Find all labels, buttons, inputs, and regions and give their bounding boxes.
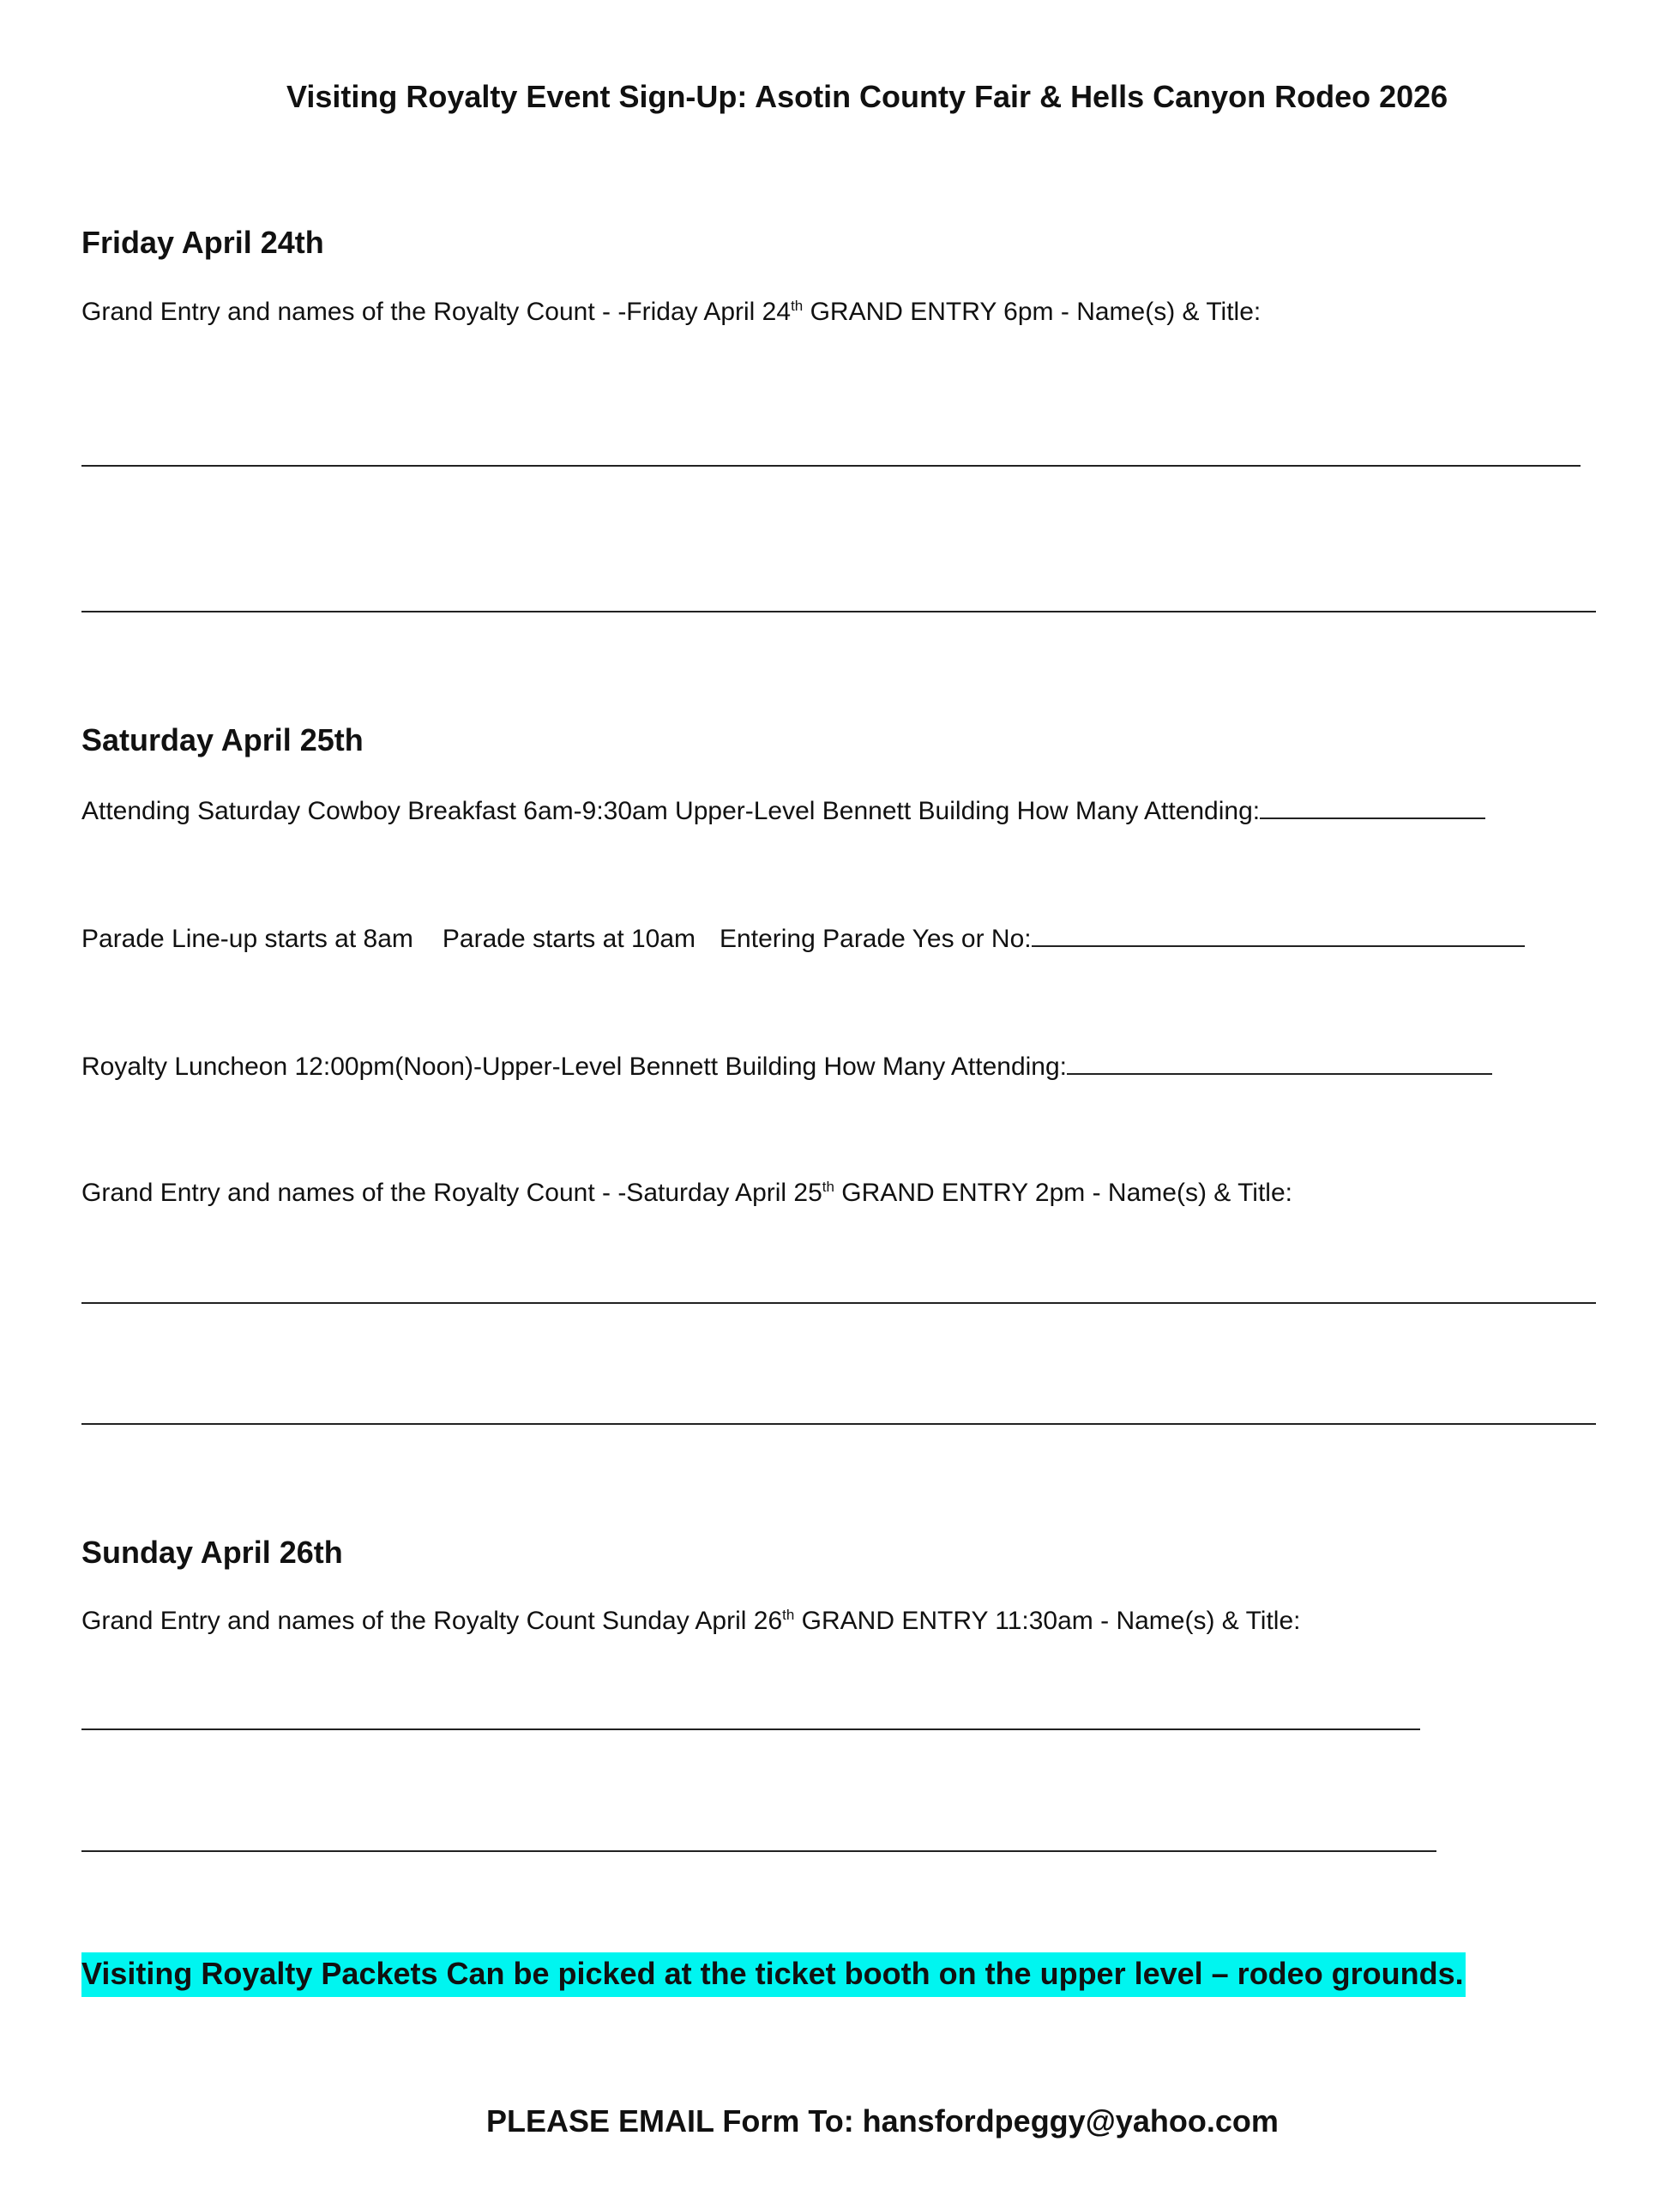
saturday-parade-row [81, 923, 1525, 954]
saturday-grand-entry-label [81, 1179, 1292, 1208]
page-title: Visiting Royalty Event Sign-Up: Asotin County Fair & Hells Canyon Rodeo 2026 [286, 79, 1448, 114]
parade-start-label: Parade starts at 10am [442, 925, 696, 953]
sunday-grand-entry-label [81, 1607, 1300, 1636]
saturday-luncheon-row [81, 1051, 1492, 1082]
saturday-grand-entry-suffix: GRAND ENTRY 2pm - Name(s) & Title: [834, 1179, 1292, 1207]
friday-name-line-1[interactable] [81, 465, 1581, 467]
breakfast-attending-field[interactable] [1260, 795, 1485, 819]
packets-note: Visiting Royalty Packets Can be picked at the ticket booth on the upper level – rodeo grounds. [81, 1952, 1466, 1997]
friday-grand-entry-suffix: GRAND ENTRY 6pm - Name(s) & Title: [803, 298, 1262, 326]
sunday-grand-entry-sup: th [782, 1607, 795, 1623]
luncheon-attending-field[interactable] [1067, 1051, 1492, 1075]
sunday-name-line-2[interactable] [81, 1850, 1436, 1852]
saturday-name-line-2[interactable] [81, 1423, 1596, 1425]
parade-lineup-label: Parade Line-up starts at 8am [81, 925, 413, 953]
parade-yes-no-field[interactable] [1032, 923, 1525, 947]
parade-entering-label: Entering Parade Yes or No: [720, 925, 1032, 953]
sunday-name-line-1[interactable] [81, 1728, 1420, 1730]
friday-name-line-2[interactable] [81, 611, 1596, 612]
saturday-grand-entry-text: Grand Entry and names of the Royalty Count - -Saturday April 25 [81, 1179, 822, 1207]
friday-grand-entry-label [81, 298, 1261, 327]
saturday-grand-entry-sup: th [822, 1179, 834, 1195]
friday-heading: Friday April 24th [81, 225, 324, 260]
sunday-heading: Sunday April 26th [81, 1535, 343, 1570]
saturday-breakfast-label: Attending Saturday Cowboy Breakfast 6am-9:30am Upper-Level Bennett Building How Many Attending: [81, 797, 1261, 825]
friday-grand-entry-text: Grand Entry and names of the Royalty Count - -Friday April 24 [81, 298, 792, 326]
saturday-breakfast-row [81, 795, 1485, 826]
sunday-grand-entry-suffix: GRAND ENTRY 11:30am - Name(s) & Title: [794, 1607, 1301, 1635]
saturday-heading: Saturday April 25th [81, 722, 364, 757]
email-instruction: PLEASE EMAIL Form To: hansfordpeggy@yahoo.com [486, 2103, 1279, 2139]
luncheon-label: Royalty Luncheon 12:00pm(Noon)-Upper-Level Bennett Building How Many Attending: [81, 1053, 1068, 1081]
saturday-name-line-1[interactable] [81, 1302, 1596, 1304]
sunday-grand-entry-text: Grand Entry and names of the Royalty Count Sunday April 26 [81, 1607, 783, 1635]
friday-grand-entry-sup: th [791, 298, 804, 314]
